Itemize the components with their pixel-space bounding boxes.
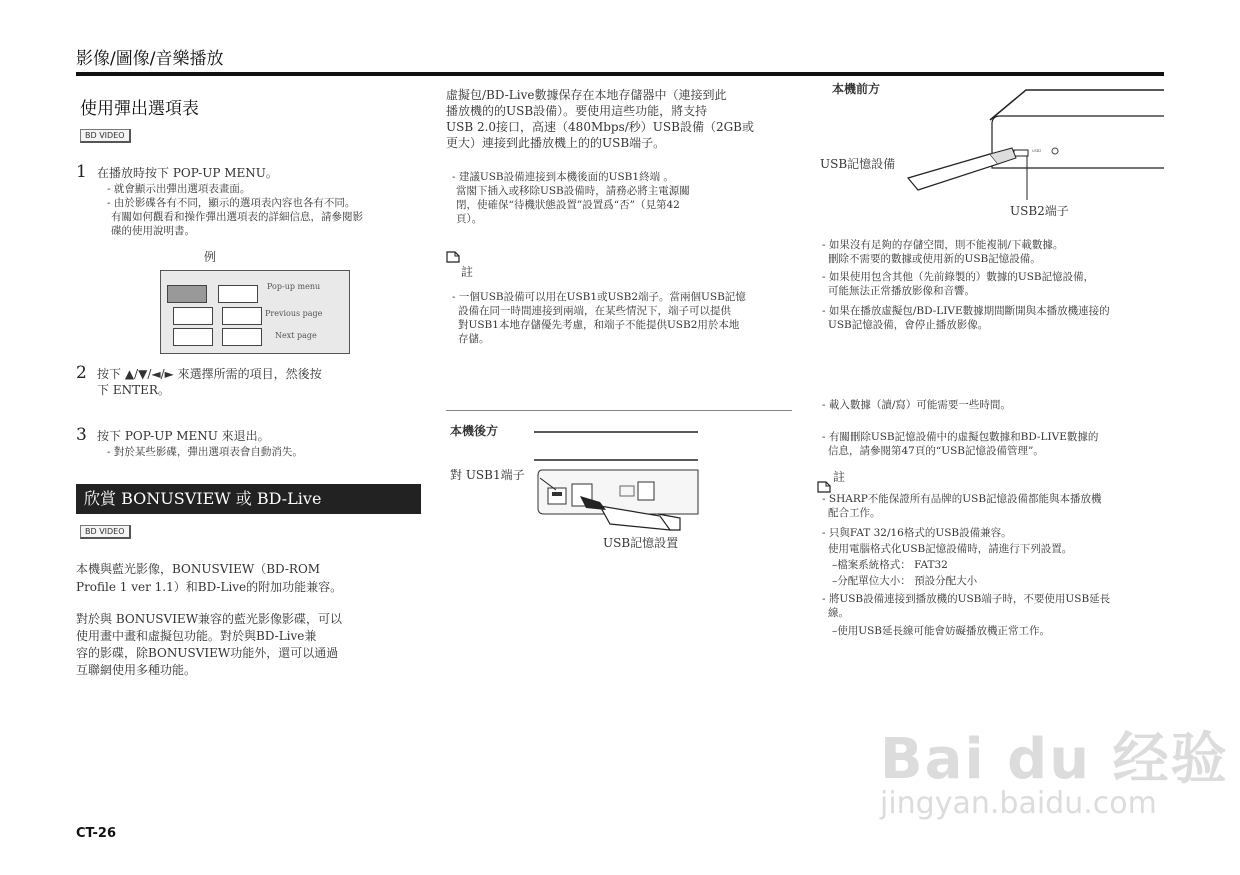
popup-menu-example-figure <box>160 270 350 354</box>
menu-button <box>222 328 262 346</box>
rear-usb-device-label: USB記憶設置 <box>603 536 679 550</box>
step-2-text-line-2: 下 ENTER。 <box>97 383 170 397</box>
menu-button-selected <box>167 285 207 303</box>
right-note-3: - 將USB設備連接到播放機的USB端子時，不要使用USB延長 <box>822 593 1111 605</box>
menu-button <box>218 285 258 303</box>
right-note-1-line-2: 配合工作。 <box>828 507 881 519</box>
bonus-paragraph-2-line-3: 容的影碟，除BONUSVIEW功能外，還可以通過 <box>76 646 339 660</box>
step-1-text: 在播放時按下 POP-UP MENU。 <box>97 166 278 180</box>
front-panel-illustration <box>900 84 1170 208</box>
right-bullet-1: - 如果沒有足夠的存儲空間，則不能複制/下載數據。 <box>822 239 1064 251</box>
right-note-1: - SHARP不能保證所有品牌的USB記憶設備都能與本播放機 <box>822 493 1102 505</box>
right-bullet-2: - 如果使用包含其他（先前錄製的）數據的USB記憶設備， <box>822 271 1095 283</box>
middle-bullet-line-4: 頁）。 <box>456 213 483 225</box>
menu-button <box>222 307 262 325</box>
section-divider <box>446 410 792 411</box>
popup-menu-label: Pop-up menu <box>267 282 321 291</box>
menu-button <box>173 328 213 346</box>
menu-button <box>173 307 213 325</box>
right-note-3-line-3: –使用USB延長線可能會妨礙播放機正常工作。 <box>832 625 1051 637</box>
bd-video-badge: BD VIDEO <box>80 129 131 143</box>
next-page-label: Next page <box>275 331 317 340</box>
bonus-paragraph-2-line-2: 使用畫中畫和虛擬包功能。對於與BD-Live兼 <box>76 629 317 643</box>
middle-paragraph-line-3: USB 2.0接口，高速（480Mbps/秒）USB設備（2GB或 <box>446 120 754 134</box>
right-note-label: 註 <box>833 470 846 484</box>
step-2-number: 2 <box>76 363 87 383</box>
middle-note-line-3: 對USB1本地存儲優先考慮，和端子不能提供USB2用於本地 <box>458 319 740 331</box>
popup-section-title: 使用彈出選項表 <box>80 99 199 119</box>
right-bullet-5: - 有關刪除USB記憶設備中的虛擬包數據和BD-LIVE數據的 <box>822 431 1099 443</box>
baidu-watermark-url: jingyan.baidu.com <box>880 786 1157 821</box>
step-1-bullet-2-line-3: 碟的使用說明書。 <box>111 225 195 237</box>
middle-bullet: - 建議USB設備連接到本機後面的USB1終端 。 <box>452 171 674 183</box>
right-bullet-2-line-2: 可能無法正常播放影像和音響。 <box>828 285 975 297</box>
right-note-2-line-2: 使用電腦格式化USB記憶設備時，請進行下列設置。 <box>828 543 1073 555</box>
right-bullet-3: - 如果在播放虛擬包/BD-LIVE數據期間斷開與本播放機連接的 <box>822 305 1110 317</box>
right-note-2-line-3: –檔案系統格式： FAT32 <box>832 559 948 571</box>
front-panel-title: 本機前方 <box>832 82 881 96</box>
middle-note: - 一個USB設備可以用在USB1或USB2端子。當兩個USB記憶 <box>452 291 746 303</box>
step-1-bullet-2-line-2: 有關如何觀看和操作彈出選項表的詳細信息，請參閱影 <box>111 211 363 223</box>
rear-panel-title: 本機後方 <box>450 424 499 438</box>
step-1-bullet-2: - 由於影碟各有不同，顯示的選項表內容也各有不同。 <box>107 197 356 209</box>
page-header-title: 影像/圖像/音樂播放 <box>76 49 224 69</box>
right-note-3-line-2: 線。 <box>828 607 849 619</box>
step-1-number: 1 <box>76 162 87 182</box>
bonus-paragraph-1-line-2: Profile 1 ver 1.1）和BD-Live的附加功能兼容。 <box>76 580 343 594</box>
bonusview-section-title: 欣賞 BONUSVIEW 或 BD-Live <box>76 484 421 514</box>
previous-page-label: Previous page <box>265 309 323 318</box>
middle-note-line-4: 存儲。 <box>458 333 490 345</box>
right-bullet-1-line-2: 刪除不需要的數據或使用新的USB記憶設備。 <box>828 253 1041 265</box>
right-note-2-line-4: –分配單位大小： 預設分配大小 <box>832 575 978 587</box>
middle-bullet-line-3: 閉，使確保“待機狀態設置”設置爲“否”（見第42 <box>456 199 680 211</box>
front-usb2-port-label: USB2端子 <box>1010 204 1069 218</box>
step-3-number: 3 <box>76 425 87 445</box>
right-bullet-3-line-2: USB記憶設備，會停止播放影像。 <box>828 319 989 331</box>
baidu-watermark-logo: Bai du 经验 <box>880 727 1229 792</box>
middle-bullet-line-2: 當閣下插入或移除USB設備時，請務必將主電源關 <box>456 185 690 197</box>
front-usb-device-label: USB記憶設備 <box>820 157 896 171</box>
bonus-paragraph-2-line-4: 互聯網使用多種功能。 <box>76 663 197 677</box>
step-1-bullet-1: - 就會顯示出彈出選項表畫面。 <box>107 183 251 195</box>
header-rule <box>76 72 1164 76</box>
rear-usb1-port-label: 對 USB1端子 <box>450 468 525 482</box>
right-bullet-5-line-2: 信息，請參閱第47頁的“USB記憶設備管理”。 <box>828 445 1044 457</box>
middle-note-label: 註 <box>461 265 474 279</box>
svg-text:USB2: USB2 <box>1032 149 1042 153</box>
note-icon <box>446 248 460 267</box>
example-label: 例 <box>204 250 217 264</box>
middle-note-line-2: 設備在同一時間連接到兩端，在某些情況下，端子可以提供 <box>458 305 731 317</box>
page-number: CT-26 <box>76 826 116 841</box>
step-2-text: 按下 ▲/▼/◄/► 來選擇所需的項目，然後按 <box>97 367 322 381</box>
middle-paragraph-line-4: 更大）連接到此播放機上的的USB端子。 <box>446 136 666 150</box>
middle-paragraph-line-2: 播放機的的USB設備）。要使用這些功能，將支持 <box>446 104 708 118</box>
rear-panel-illustration <box>520 428 710 542</box>
right-note-2: - 只與FAT 32/16格式的USB設備兼容。 <box>822 527 1012 539</box>
right-bullet-4: - 載入數據（讀/寫）可能需要一些時間。 <box>822 399 1011 411</box>
middle-paragraph: 虛擬包/BD-Live數據保存在本地存儲器中（連接到此 <box>446 88 727 102</box>
bd-video-badge: BD VIDEO <box>80 525 131 539</box>
bonus-paragraph-1: 本機與藍光影像，BONUSVIEW（BD-ROM <box>76 562 321 576</box>
bonus-paragraph-2: 對於與 BONUSVIEW兼容的藍光影像影碟，可以 <box>76 612 343 626</box>
step-3-bullet: - 對於某些影碟，彈出選項表會自動消失。 <box>107 446 303 458</box>
step-3-text: 按下 POP-UP MENU 來退出。 <box>97 429 270 443</box>
